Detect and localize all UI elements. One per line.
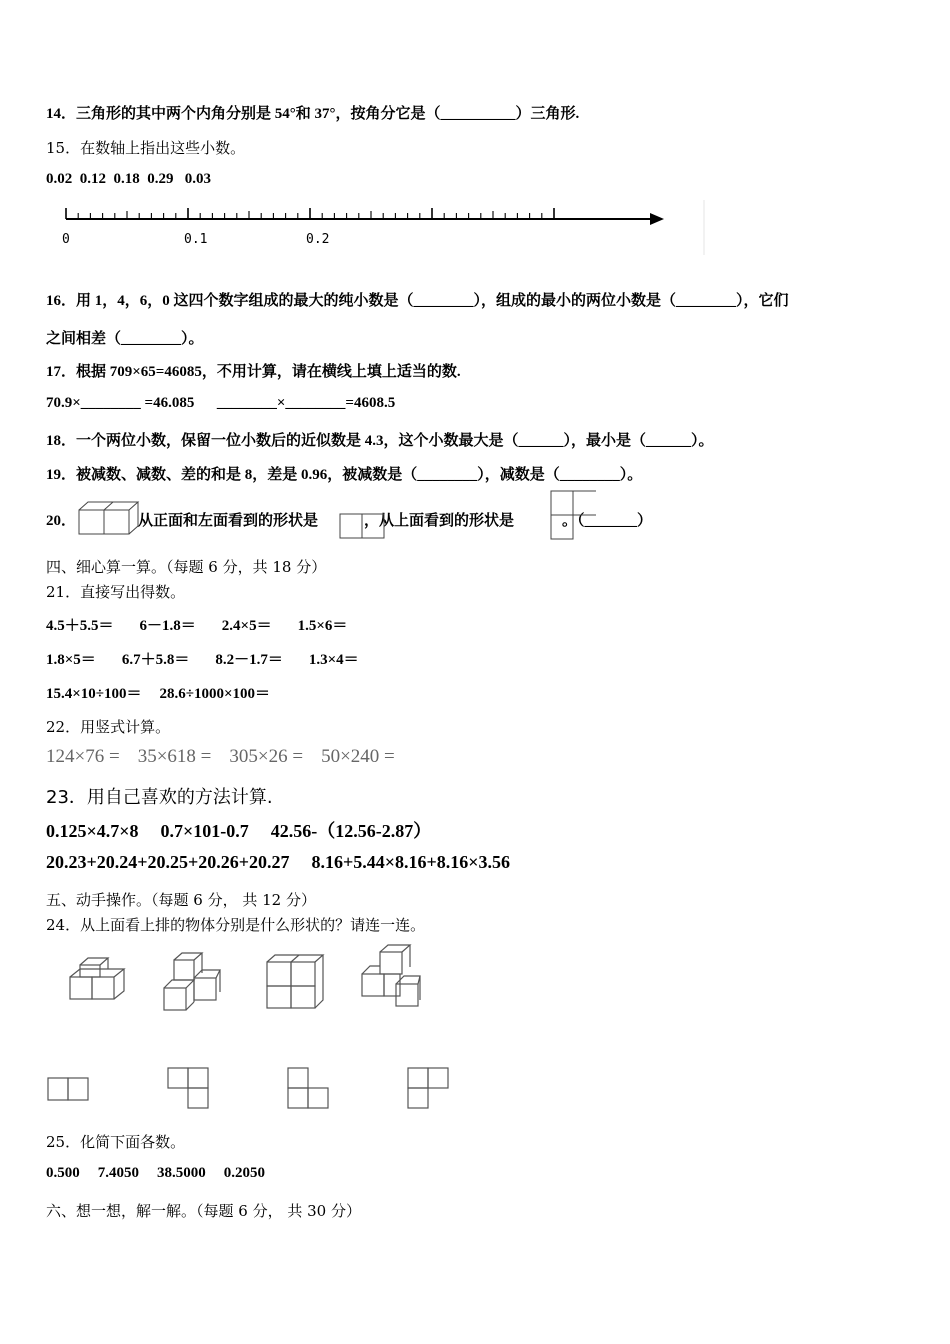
question-23-row1 (46, 817, 431, 843)
question-16-line2: 之间相差（________）。 (46, 331, 204, 347)
decimal-number: 0.03 (184, 171, 211, 187)
question-24-title: 24．从上面看上排的物体分别是什么形状的？请连一连。 (46, 916, 426, 934)
question-17-fill: 70.9×________ =46.085 ________×________=4608.5 (46, 395, 396, 411)
calc-item: 0.125×4.7×8 (46, 821, 139, 841)
question-25-title: 25．化简下面各数。 (46, 1133, 186, 1151)
cube-stack-figure-3 (262, 948, 332, 1018)
question-22-title: 22．用竖式计算。 (46, 718, 171, 736)
two-cube-solid-figure (75, 498, 145, 538)
cube-stack-figure-1 (64, 955, 134, 1015)
arithmetic-item: 1.8×5＝ (46, 652, 96, 668)
decimal-number: 0.12 (79, 171, 106, 187)
decimal-number: 38.5000 (157, 1165, 206, 1181)
question-21-row2 (46, 648, 359, 669)
number-line-label: 0.1 (184, 232, 208, 247)
top-view-option-2 (166, 1066, 216, 1116)
question-25-numbers (46, 1165, 265, 1182)
arithmetic-item: 1.5×6＝ (297, 618, 348, 634)
question-20-text2: ，从上面看到的形状是 (364, 513, 515, 529)
arithmetic-item: 6－1.8＝ (139, 618, 196, 634)
section-6-heading: 六、想一想，解一解。（每题 6 分， 共 30 分） (46, 1202, 361, 1220)
calc-item: 8.16+5.44×8.16+8.16×3.56 (311, 852, 511, 872)
number-line-label: 0 (62, 232, 70, 247)
decimal-number: 0.2050 (223, 1165, 265, 1181)
top-view-option-1 (46, 1076, 96, 1106)
question-15-title: 15．在数轴上指出这些小数。 (46, 139, 246, 157)
arithmetic-item: 6.7＋5.8＝ (121, 652, 190, 668)
question-17-title: 17．根据 709×65=46085，不用计算，请在横线上填上适当的数. (46, 364, 461, 380)
question-21-row3 (46, 682, 270, 703)
question-21-title: 21．直接写出得数。 (46, 583, 186, 601)
decimal-number: 7.4050 (97, 1165, 139, 1181)
question-20-text3: 。（_______） (562, 513, 653, 529)
top-view-option-4 (406, 1066, 456, 1116)
arithmetic-item: 1.3×4＝ (308, 652, 359, 668)
decimal-number: 0.02 (46, 171, 73, 187)
arithmetic-item: 15.4×10÷100＝ (46, 686, 142, 702)
vertical-calc-item: 50×240 = (321, 746, 395, 767)
calc-item: 42.56-（12.56-2.87） (270, 821, 432, 841)
question-23-title: 23．用自己喜欢的方法计算. (46, 787, 273, 808)
arithmetic-item: 2.4×5＝ (221, 618, 272, 634)
section-4-heading: 四、细心算一算。（每题 6 分，共 18 分） (46, 558, 327, 576)
question-14: 14．三角形的其中两个内角分别是 54°和 37°，按角分它是（__________）三角形. (46, 106, 580, 122)
decimal-number: 0.18 (113, 171, 140, 187)
question-21-row1 (46, 614, 347, 635)
question-23-row2 (46, 852, 510, 873)
number-line-label: 0.2 (306, 232, 330, 247)
question-19: 19．被减数、减数、差的和是 8，差是 0.96，被减数是（________），减数是（________）。 (46, 467, 643, 483)
calc-item: 0.7×101-0.7 (160, 821, 249, 841)
top-view-shape (550, 490, 600, 542)
arithmetic-item: 28.6÷1000×100＝ (159, 686, 271, 702)
question-20-number: 20． (46, 513, 77, 529)
arrow-head-icon (650, 213, 664, 225)
question-18: 18．一个两位小数，保留一位小数后的近似数是 4.3，这个小数最大是（______），最小是（______）。 (46, 433, 714, 449)
vertical-calc-item: 35×618 = (137, 746, 212, 767)
top-view-option-3 (286, 1066, 336, 1116)
vertical-calc-item: 124×76 = (46, 746, 120, 767)
question-22-items (46, 746, 395, 768)
front-left-view-shape (339, 513, 389, 541)
question-20-text1: 从正面和左面看到的形状是 (138, 513, 319, 529)
cube-stack-figure-2 (160, 948, 230, 1018)
calc-item: 20.23+20.24+20.25+20.26+20.27 (46, 852, 290, 872)
arithmetic-item: 4.5＋5.5＝ (46, 618, 114, 634)
cube-stack-figure-4 (356, 942, 431, 1012)
section-5-heading: 五、动手操作。（每题 6 分， 共 12 分） (46, 891, 316, 909)
question-15-numbers (46, 171, 211, 188)
decimal-number: 0.29 (147, 171, 174, 187)
vertical-calc-item: 305×26 = (229, 746, 304, 767)
question-16-line1: 16．用 1，4，6，0 这四个数字组成的最大的纯小数是（________），组成的最小的两位小数是（________），它们 (46, 293, 789, 309)
arithmetic-item: 8.2－1.7＝ (215, 652, 283, 668)
number-line (40, 200, 720, 260)
decimal-number: 0.500 (46, 1165, 80, 1181)
